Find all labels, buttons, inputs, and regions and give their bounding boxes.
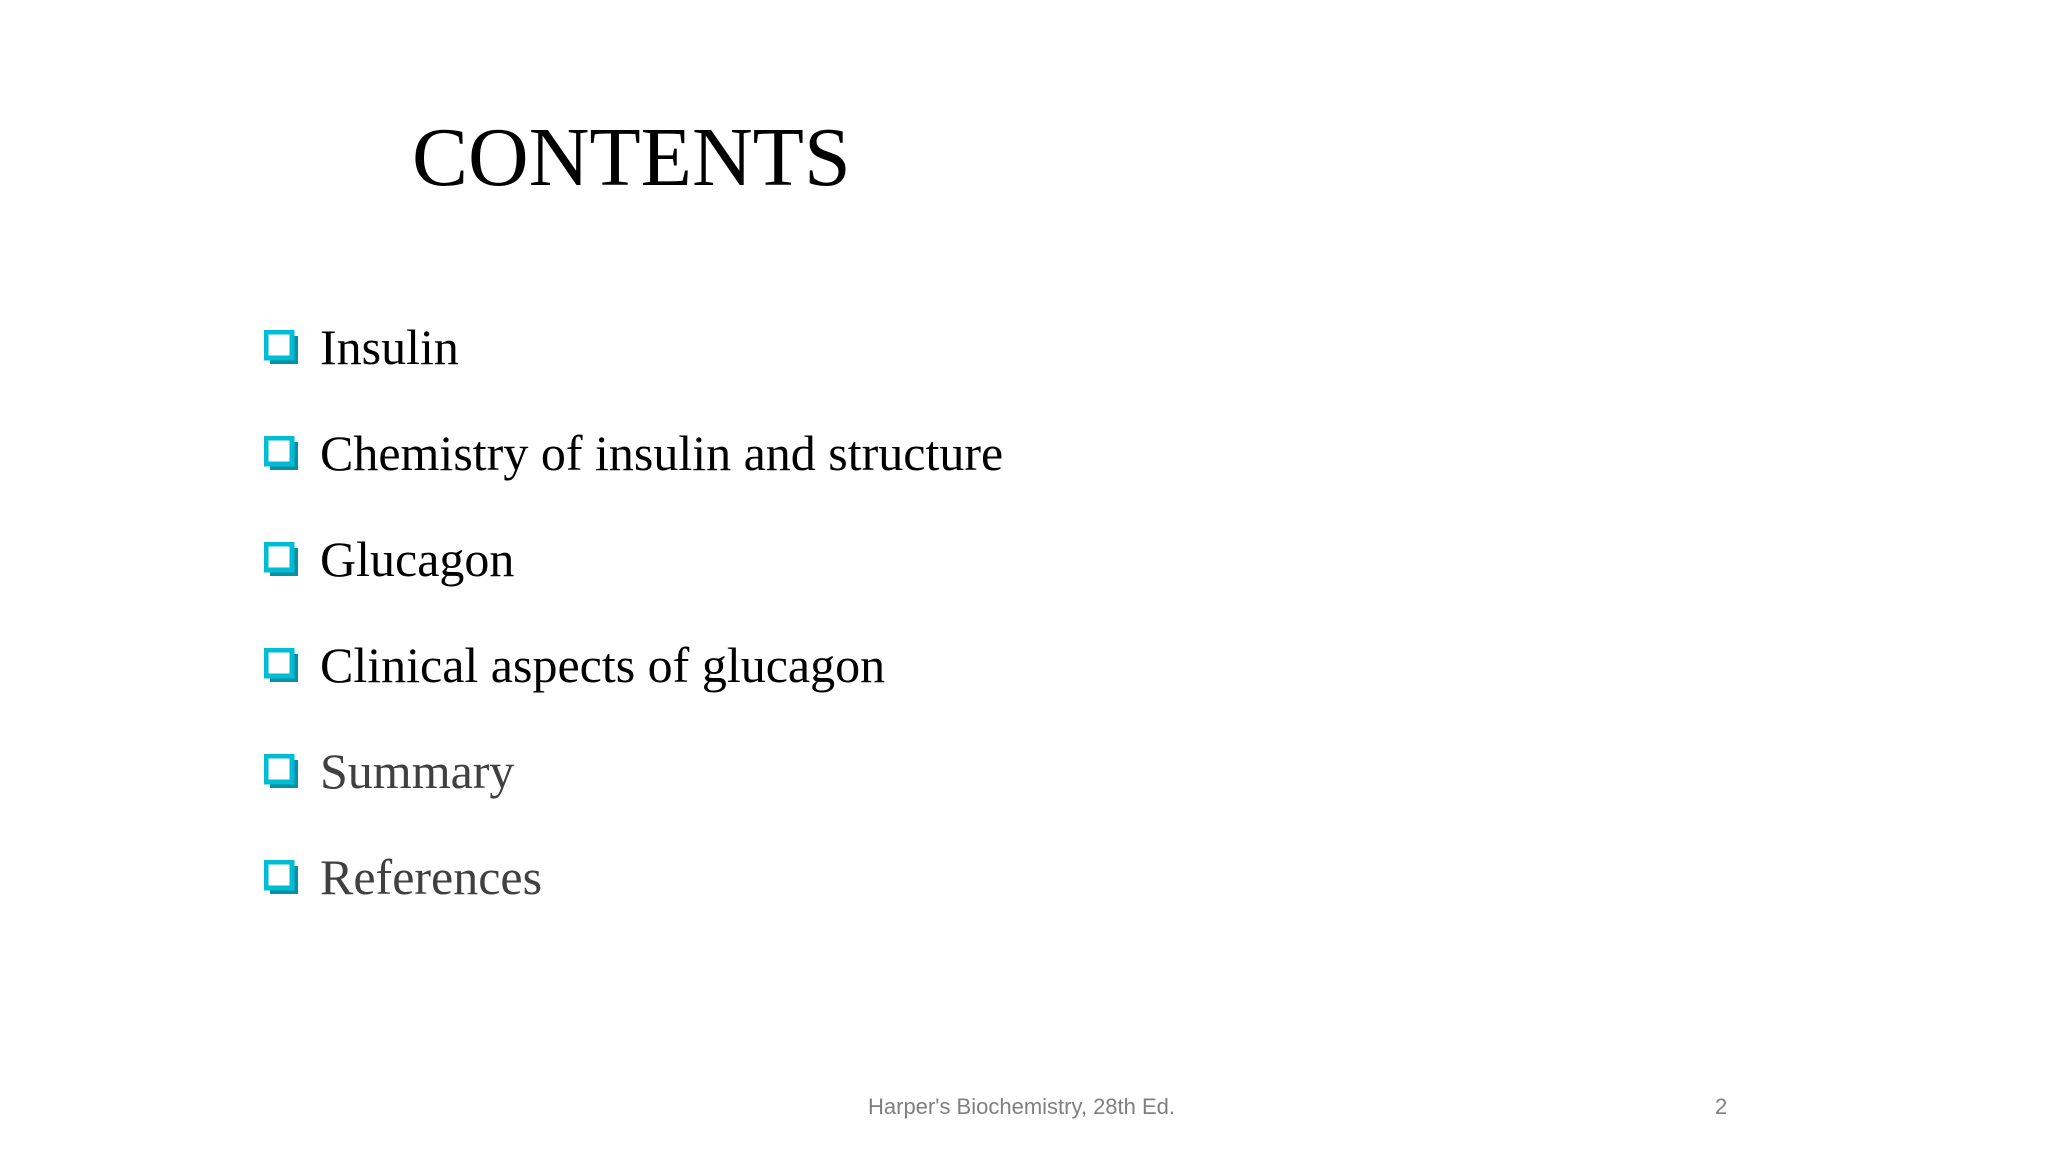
checkbox-bullet-icon [264, 648, 300, 684]
list-item-label: References [320, 849, 543, 905]
list-item [264, 319, 1003, 428]
checkbox-bullet-icon [264, 754, 300, 790]
list-item [264, 743, 1003, 852]
list-item [264, 637, 1003, 746]
contents-list [264, 319, 1004, 958]
checkbox-bullet-icon [264, 436, 300, 472]
footer-source: Harper's Biochemistry, 28th Ed. [868, 1094, 1176, 1119]
slide-title: CONTENTS [412, 111, 851, 204]
page-number: 2 [1715, 1094, 1728, 1119]
checkbox-bullet-icon [264, 542, 300, 578]
list-item [264, 425, 1004, 534]
list-item-label: Chemistry of insulin and structure [320, 425, 1004, 481]
list-item-label: Insulin [320, 319, 459, 375]
list-item-label: Summary [320, 743, 515, 799]
checkbox-bullet-icon [264, 860, 300, 896]
list-item-label: Clinical aspects of glucagon [320, 637, 886, 693]
checkbox-bullet-icon [264, 330, 300, 366]
list-item-label: Glucagon [320, 531, 515, 587]
list-item [264, 531, 1003, 640]
list-item [264, 849, 1003, 958]
